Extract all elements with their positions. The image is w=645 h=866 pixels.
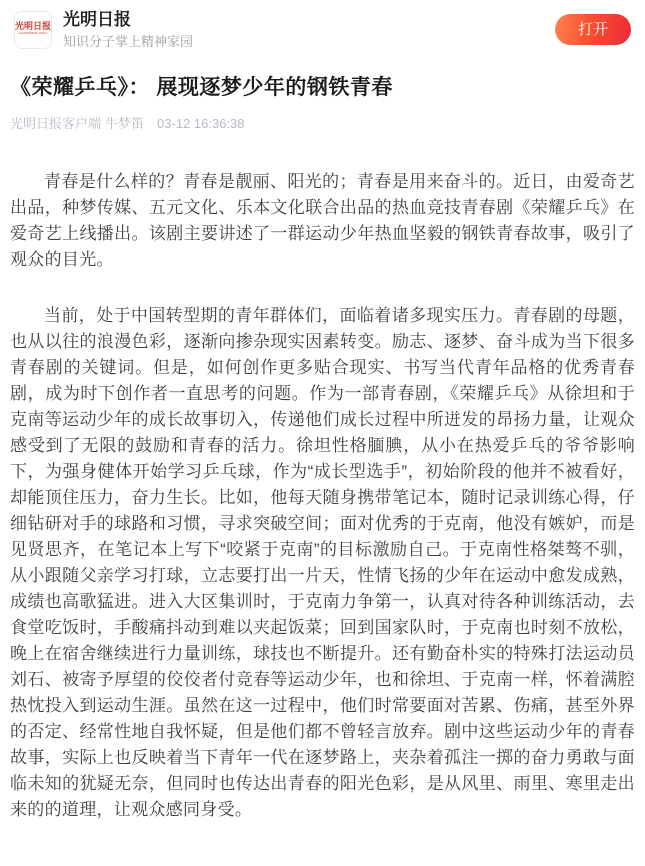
- byline-source: 光明日报客户端: [10, 116, 102, 132]
- article-byline: [10, 116, 635, 132]
- article-body: [10, 169, 635, 823]
- byline-timestamp: 03-12 16:36:38: [157, 116, 245, 132]
- logo-text: 光明日报: [15, 21, 52, 32]
- byline-author: 牛梦笛: [105, 116, 145, 132]
- open-app-button[interactable]: 打开: [555, 14, 631, 45]
- article-title: 《荣耀乒乓》： 展现逐梦少年的钢铁青春: [10, 75, 393, 99]
- article-paragraph: 当前，处于中国转型期的青年群体们，面临着诸多现实压力。青春剧的母题，也从以往的浪漫色彩，逐渐向掺杂现实因素转变。励志、逐梦、奋斗成为当下很多青春剧的关键词。但是，如何创作更多贴合现实、书写当代青年品格的优秀青春剧，成为时下创作者一直思考的问题。作为一部青春剧，《荣耀乒乓》从徐坦和于克南等运动少年的成长故事切入，传递他们成长过程中所迸发的昂扬力量，让观众感受到了无限的鼓励和青春的活力。徐坦性格腼腆，从小在热爱乒乓的爷爷影响下，为强身健体开始学习乒乓球，作为“成长型选手”，初始阶段的他并不被看好，却能顶住压力，奋力生长。比如，他每天随身携带笔记本，随时记录训练心得，仔细钻研对手的球路和习惯，寻求突破空间；面对优秀的于克南，他没有嫉妒，而是见贤思齐，在笔记本上写下“咬紧于克南”的目标激励自己。于克南性格桀骜不驯，从小跟随父亲学习打球，立志要打出一片天，性情飞扬的少年在运动中愈发成熟，成绩也高歌猛进。进入大区集训时，于克南力争第一，认真对待各种训练活动，去食堂吃饭时，手酸痛抖动到难以夹起饭菜；回到国家队时，于克南也时刻不放松，晚上在宿舍继续进行力量训练，球技也不断提升。还有勤奋朴实的特殊打法运动员刘石、被寄予厚望的佼佼者付竞春等运动少年，也和徐坦、于克南一样，怀着满腔热忱投入到运动生涯。虽然在这一过程中，他们时常要面对苦累、伤痛，甚至外界的否定、经常性地自我怀疑，但是他们都不曾轻言放弃。剧中这些运动少年的青春故事，实际上也反映着当下青年一代在逐梦路上，夹杂着孤注一掷的奋力勇敢与面临未知的犹疑无奈，但同时也传达出青春的阳光色彩，是从风里、雨里、寒里走出来的的道理，让观众感同身受。: [10, 306, 635, 820]
- app-banner: [0, 0, 645, 60]
- logo-subtext: GUANGMING DAILY: [18, 31, 48, 36]
- guangming-daily-logo-icon: [14, 11, 52, 49]
- app-tagline: 知识分子掌上精神家园: [63, 34, 194, 50]
- article-paragraph: 青春是什么样的？青春是靓丽、阳光的；青春是用来奋斗的。近日，由爱奇艺出品，种梦传媒、五元文化、乐本文化联合出品的热血竞技青春剧《荣耀乒乓》在爱奇艺上线播出。该剧主要讲述了一群运动少年热血坚毅的钢铁青春故事，吸引了观众的目光。: [10, 172, 635, 270]
- app-title: 光明日报: [63, 10, 131, 29]
- article: [0, 73, 645, 823]
- app-info: [63, 10, 193, 50]
